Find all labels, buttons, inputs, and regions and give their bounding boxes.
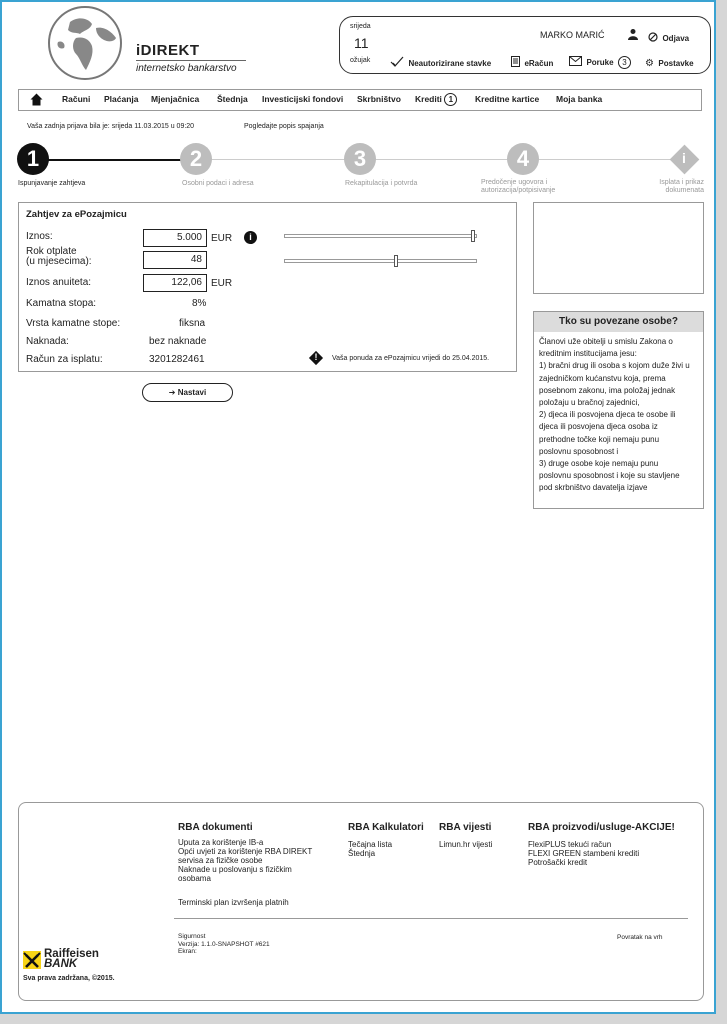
logout-label: Odjava xyxy=(662,34,690,43)
date-day: 11 xyxy=(354,35,369,51)
amount-label: Iznos: xyxy=(26,231,53,242)
info-line: položaju u bračnoj zajednici, xyxy=(539,398,640,408)
screen-text: Ekran: xyxy=(178,948,197,955)
info-line: 3) druge osobe koje nemaju punu xyxy=(539,459,659,469)
footer-link[interactable]: FlexiPLUS tekući račun xyxy=(528,840,612,849)
logout-button[interactable] xyxy=(648,28,689,46)
copyright: Sva prava zadržana, ©2015. xyxy=(23,975,115,982)
brand-name: iDIREKT xyxy=(136,42,200,59)
nav-item-stednja[interactable]: Štednja xyxy=(217,94,248,104)
krediti-count-badge: 1 xyxy=(444,93,457,106)
footer-link[interactable]: Terminski plan izvršenja platnih xyxy=(178,898,289,907)
date-month: ožujak xyxy=(350,57,371,64)
settings-label: Postavke xyxy=(658,59,694,68)
nav-item-placanja[interactable]: Plaćanja xyxy=(104,94,139,104)
amount-currency: EUR xyxy=(211,233,233,244)
date-weekday: srijeda xyxy=(350,23,371,30)
footer-link[interactable]: servisa za fizičke osobe xyxy=(178,856,263,865)
messages-label: Poruke xyxy=(586,58,614,67)
raiffeisen-logo-icon xyxy=(23,951,41,969)
footer-link[interactable]: FLEXI GREEN stambeni krediti xyxy=(528,849,640,858)
info-line: posebnom zakonu, ima položaj jednak xyxy=(539,385,676,395)
footer-col2-title: RBA Kalkulatori xyxy=(348,822,424,833)
footer-link[interactable]: Tečajna lista xyxy=(348,840,393,849)
nav-item-racuni[interactable]: Računi xyxy=(62,94,91,104)
messages-count-badge: 3 xyxy=(618,56,631,69)
annuity-currency: EUR xyxy=(211,278,233,289)
last-login-text: Vaša zadnja prijava bila je: srijeda 11.03.2015 u 09:20 xyxy=(27,123,195,130)
document-icon xyxy=(511,56,520,67)
footer-col1-title: RBA dokumenti xyxy=(178,822,253,833)
info-line: Članovi uže obitelji u smislu Zakona o xyxy=(539,337,673,346)
info-line: pod skrbništvo davatelja izjave xyxy=(539,483,648,493)
warning-icon: ! xyxy=(309,351,323,365)
form-title: Zahtjev za ePozajmicu xyxy=(26,209,127,220)
user-name: MARKO MARIĆ xyxy=(540,30,605,40)
nav-item-kreditne-kartice[interactable]: Kreditne kartice xyxy=(475,94,540,104)
bank-name-1: Raiffeisen xyxy=(44,948,99,960)
nav-item-skrbnistvo[interactable]: Skrbništvo xyxy=(357,94,401,104)
info-line: poslovnu sposobnost i xyxy=(539,446,619,456)
rate-label: Kamatna stopa: xyxy=(26,298,97,309)
term-label-line1: Rok otplate xyxy=(26,246,77,257)
footer-meta xyxy=(178,933,270,956)
rate-type-value: fiksna xyxy=(179,318,206,329)
eracun-link[interactable] xyxy=(511,53,553,71)
footer-link[interactable]: Naknade u poslovanju s fizičkim xyxy=(178,865,292,874)
info-icon[interactable]: i xyxy=(244,231,257,244)
amount-slider-handle[interactable] xyxy=(471,230,475,242)
term-slider-handle[interactable] xyxy=(394,255,398,267)
step-4-marker: 4 xyxy=(507,143,539,175)
unauthorized-items-link[interactable] xyxy=(390,53,491,71)
info-line: prethodne točke koji nemaju punu xyxy=(539,434,660,444)
info-line: djeca ili posvojena djeca osoba iz xyxy=(539,422,658,432)
logout-icon xyxy=(648,32,658,42)
main-nav xyxy=(18,89,702,111)
bank-name-2: BANK xyxy=(44,958,78,970)
messages-link[interactable] xyxy=(569,52,631,70)
nav-item-moja-banka[interactable]: Moja banka xyxy=(556,94,603,104)
gear-icon: ⚙ xyxy=(645,58,654,69)
rate-value: 8% xyxy=(192,298,207,309)
step-2-label: Osobni podaci i adresa xyxy=(182,180,254,187)
footer-link[interactable]: osobama xyxy=(178,874,211,883)
step-3-marker: 3 xyxy=(344,143,376,175)
eracun-label: eRačun xyxy=(524,59,554,68)
offer-note: Vaša ponuda za ePozajmicu vrijedi do 25.04.2015. xyxy=(332,355,490,362)
continue-button[interactable] xyxy=(142,383,233,402)
settings-link[interactable] xyxy=(645,53,694,71)
continue-label: Nastavi xyxy=(177,388,207,397)
brand-tagline: internetsko bankarstvo xyxy=(136,60,246,74)
side-panel xyxy=(533,202,704,294)
step-line xyxy=(192,159,682,160)
term-input[interactable]: 48 xyxy=(143,251,207,269)
step-3-label: Rekapitulacija i potvrda xyxy=(345,180,418,187)
footer-col1-links xyxy=(178,838,312,883)
term-label-line2: (u mjesecima): xyxy=(26,256,92,267)
footer-col4-links xyxy=(528,840,639,867)
step-5-label xyxy=(638,179,704,195)
nav-item-krediti[interactable] xyxy=(415,93,457,106)
footer-col4-title: RBA proizvodi/usluge-AKCIJE! xyxy=(528,822,675,833)
account-label: Račun za isplatu: xyxy=(26,354,103,365)
step-4-label xyxy=(481,179,555,195)
step-line-active xyxy=(32,159,192,161)
rate-type-label: Vrsta kamatne stope: xyxy=(26,318,121,329)
nav-item-krediti-label: Krediti xyxy=(415,94,442,104)
fee-label: Naknada: xyxy=(26,336,69,347)
related-persons-info xyxy=(533,311,704,509)
info-line: zajedničkom kućanstvu koja, prema xyxy=(539,373,666,383)
loan-request-form xyxy=(18,202,517,372)
step-4-label-line2: autorizacija/potpisivanje xyxy=(481,187,556,194)
connections-link[interactable]: Pogledajte popis spajanja xyxy=(244,123,324,130)
amount-slider[interactable] xyxy=(284,234,477,238)
info-line: poslovnu sposobnost i koje su stavljene xyxy=(539,471,680,481)
user-panel xyxy=(339,16,711,74)
step-1-label: Ispunjavanje zahtjeva xyxy=(18,180,86,187)
checkmark-icon xyxy=(390,56,404,68)
term-slider[interactable] xyxy=(284,259,477,263)
envelope-icon xyxy=(569,56,582,66)
back-to-top-link[interactable]: Povratak na vrh xyxy=(617,934,663,941)
footer-divider xyxy=(174,918,688,919)
arrow-right-icon: ➔ xyxy=(168,388,176,397)
footer-col3-links xyxy=(439,840,492,849)
version-text: Verzija: 1.1.0-SNAPSHOT #621 xyxy=(178,940,270,948)
info-line: kreditnim institucijama jesu: xyxy=(539,349,637,359)
annuity-label: Iznos anuiteta: xyxy=(26,277,92,288)
step-4-label-line1: Predočenje ugovora i xyxy=(481,179,548,186)
step-5-label-line2: dokumenata xyxy=(665,187,704,194)
brand[interactable] xyxy=(136,42,246,74)
footer-link[interactable]: Potrošački kredit xyxy=(528,858,588,867)
home-icon[interactable] xyxy=(30,93,43,111)
fee-value: bez naknade xyxy=(149,336,207,347)
amount-input[interactable]: 5.000 xyxy=(143,229,207,247)
step-5-marker xyxy=(669,144,699,174)
footer-col2-links xyxy=(348,840,392,858)
footer-link[interactable]: Opći uvjeti za korištenje RBA DIREKT xyxy=(178,847,313,856)
footer-link[interactable]: Štednja xyxy=(348,849,376,858)
step-2-marker: 2 xyxy=(180,143,212,175)
footer-link[interactable]: Limun.hr vijesti xyxy=(439,840,493,849)
step-1-marker: 1 xyxy=(17,143,49,175)
footer-link[interactable]: Uputa za korištenje IB-a xyxy=(178,838,264,847)
info-line: 1) bračni drug ili osoba s kojom duže živi u xyxy=(539,361,690,371)
user-icon xyxy=(627,27,639,45)
globe-logo-icon[interactable] xyxy=(48,6,122,80)
footer-col3-title: RBA vijesti xyxy=(439,822,492,833)
info-icon: i xyxy=(682,150,686,166)
security-link[interactable]: Sigurnost xyxy=(178,933,206,940)
nav-item-mjenjacnica[interactable]: Mjenjačnica xyxy=(151,94,200,104)
info-line: 2) djeca ili posvojena djeca te osobe ili xyxy=(539,410,676,420)
unauthorized-label: Neautorizirane stavke xyxy=(408,59,492,68)
term-label xyxy=(26,247,92,267)
info-title: Tko su povezane osobe? xyxy=(534,312,703,332)
annuity-value: 122,06 xyxy=(143,274,207,292)
nav-item-investicijski-fondovi[interactable]: Investicijski fondovi xyxy=(262,94,344,104)
account-value: 3201282461 xyxy=(149,354,205,365)
info-body xyxy=(534,332,703,499)
footer xyxy=(18,802,704,1001)
step-5-label-line1: Isplata i prikaz xyxy=(659,179,704,186)
